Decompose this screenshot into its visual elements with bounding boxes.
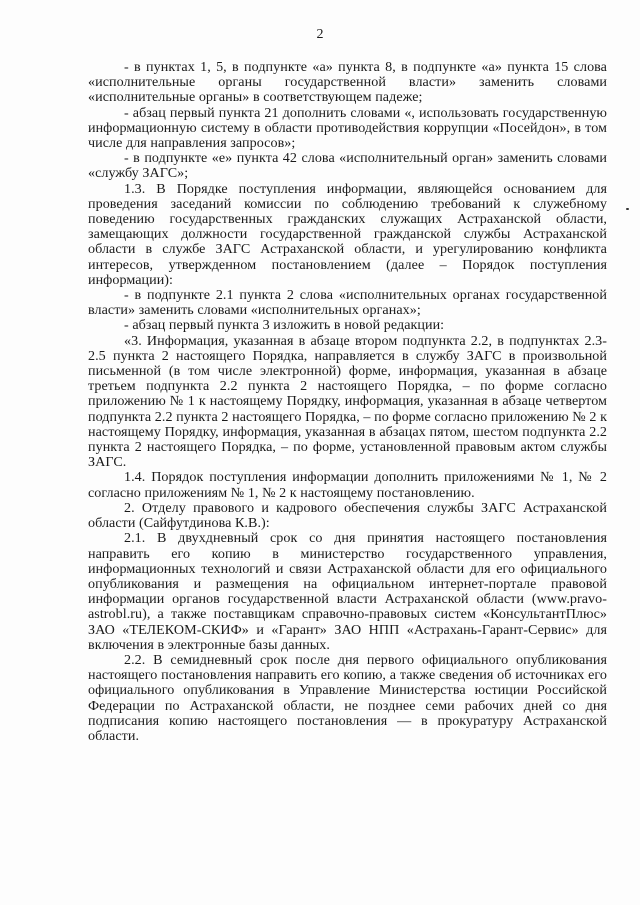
paragraph-1-4: 1.4. Порядок поступления информации дополнить приложениями № 1, № 2 согласно приложениям № 1, № 2 к настоящему постановлению.: [88, 469, 607, 501]
paragraph-amend-point-42: - в подпункте «е» пункта 42 слова «исполнительный орган» заменить словами «службу ЗАГС»;: [88, 150, 607, 182]
document-body: [88, 60, 607, 744]
paragraph-amend-subpoint-2-1: - в подпункте 2.1 пункта 2 слова «исполнительных органах государственной власти» заменить словами «исполнительных органах»;: [88, 287, 607, 319]
paragraph-amend-point-3-intro: - абзац первый пункта 3 изложить в новой редакции:: [124, 317, 445, 334]
paragraph-amend-point-21: - абзац первый пункта 21 дополнить словами «, использовать государственную информационную систему в области противодействия коррупции «Посейдон», в том числе для направления запросов»;: [88, 104, 607, 152]
paragraph-point-3-new-text: «3. Информация, указанная в абзаце втором подпункта 2.2, в подпунктах 2.3-2.5 пункта 2 настоящего Порядка, направляется в службу ЗАГС в произвольной письменной (в том числе электронной) форме, информация, указанная в абзаце третьем подпункта 2.2 пункта 2 настоящего Порядка, – по форме согласно приложению № 1 к настоящему Порядку, информация, указанная в абзаце четвертом подпункта 2.2 пункта 2 настоящего Порядка, – по форме согласно приложению № 2 к настоящему Порядку, информация, указанная в абзацах пятом, шестом подпункта 2.2 пункта 2 настоящего Порядка, – по форме, установленной правовым актом службы ЗАГС.: [88, 332, 607, 471]
paragraph-2-2: 2.2. В семидневный срок после дня первого официального опубликования настоящего постановления направить его копию, а также сведения об источниках его официального опубликования в Управление Министерства юстиции Российской Федерации по Астраханской области, не позднее семи рабочих дней со дня подписания копию настоящего постановления — в прокуратуру Астраханской области.: [88, 651, 607, 744]
page-number: 2: [316, 27, 324, 42]
scan-speck: [626, 208, 629, 210]
paragraph-amend-points-1-5-8-15: - в пунктах 1, 5, в подпункте «а» пункта 8, в подпункте «а» пункта 15 слова «исполнительные органы государственной власти» заменить словами «исполнительные органы» в соответствующем падеже;: [88, 59, 607, 106]
paragraph-1-3: 1.3. В Порядке поступления информации, являющейся основанием для проведения заседаний комиссии по соблюдению требований к служебному поведению государственных гражданских служащих Астраханской области, замещающих должности государственной гражданской службы Астраханской области в службе ЗАГС Астраханской области, и урегулированию конфликта интересов, утвержденном постановлением (далее – Порядок поступления информации):: [88, 180, 607, 288]
paragraph-2: 2. Отделу правового и кадрового обеспечения службы ЗАГС Астраханской области (Сайфутдинова К.В.):: [88, 499, 607, 532]
paragraph-2-1: 2.1. В двухдневный срок со дня принятия настоящего постановления направить его копию в министерство государственного управления, информационных технологий и связи Астраханской области для его официального опубликования и размещения на официальном интернет-портале правовой информации органов государственной власти Астраханской области (www.pravo-astrobl.ru), а также поставщикам справочно-правовых систем «КонсультантПлюс» ЗАО «ТЕЛЕКОМ-СКИФ» и «Гарант» ЗАО НПП «Астрахань-Гарант-Сервис» для включения в электронные базы данных.: [88, 530, 607, 653]
